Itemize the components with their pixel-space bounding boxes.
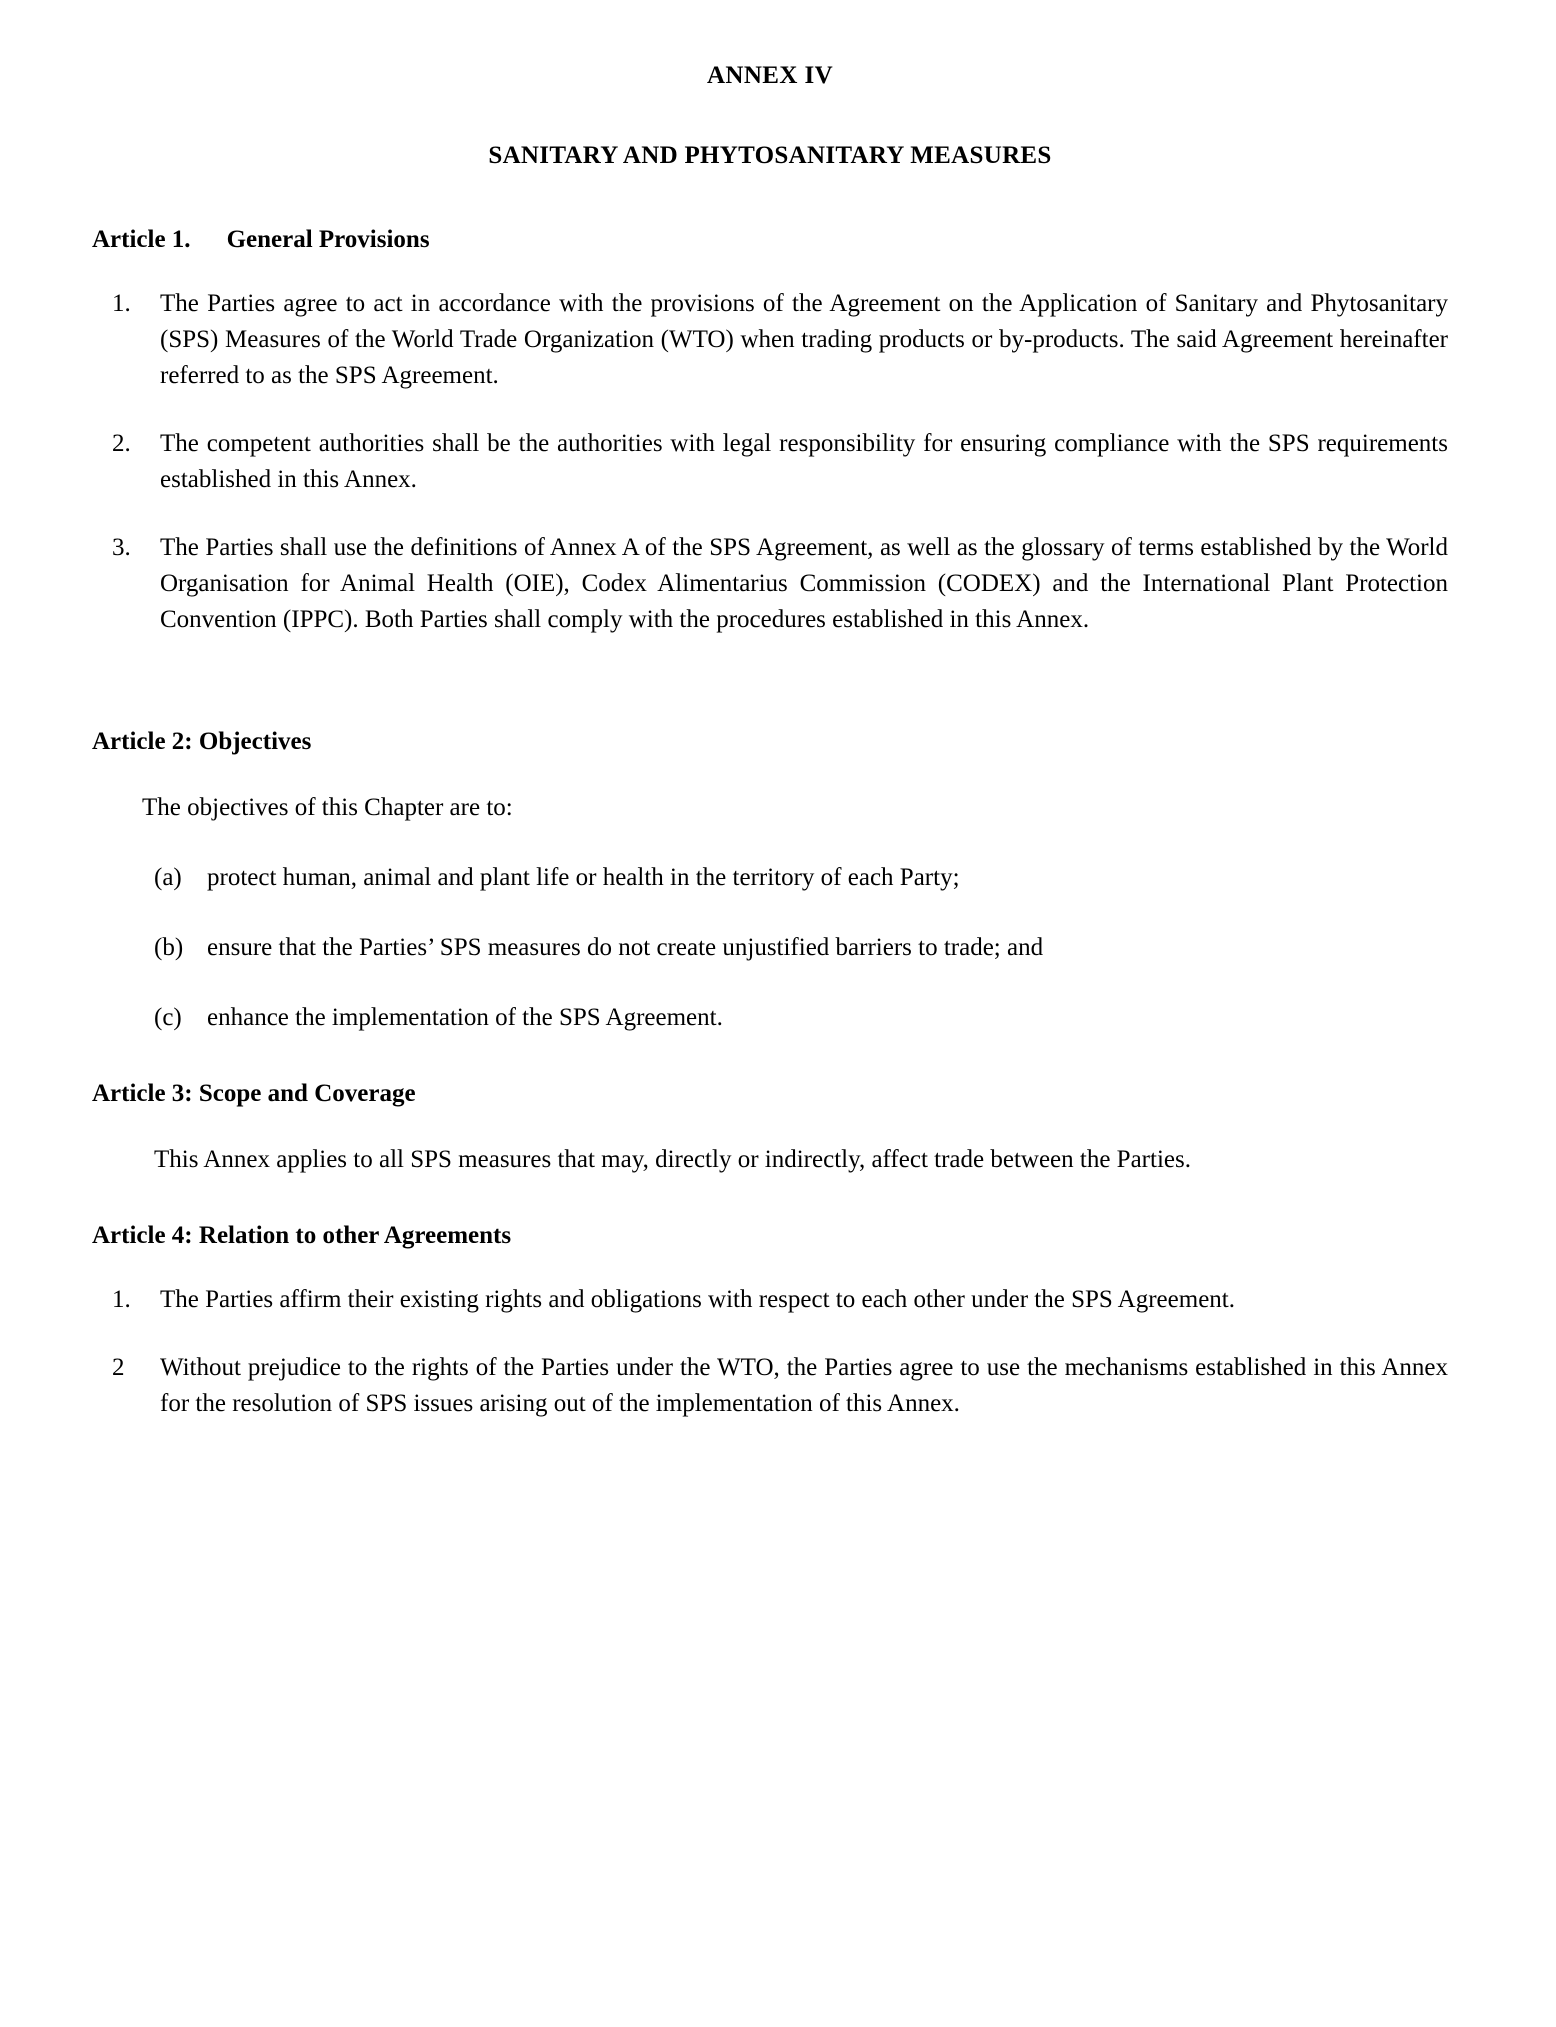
article-2-list xyxy=(92,860,1448,1036)
list-item-marker: 1. xyxy=(112,290,131,317)
list-item-marker: (b) xyxy=(154,934,184,961)
list-item-text: The Parties shall use the definitions of Annex A of the SPS Agreement, as well as the glossary of terms established by the World Organisation for Animal Health (OIE), Codex Alimentarius Commission (CODEX) and the International Plant Protection Convention (IPPC). Both Parties shall comply with the procedures established in this Annex. xyxy=(160,534,1448,633)
list-item-marker: (c) xyxy=(154,1004,182,1031)
list-item-text: The Parties affirm their existing rights and obligations with respect to each other under the SPS Agreement. xyxy=(160,1286,1235,1313)
list-item-marker: 2 xyxy=(112,1354,125,1381)
page-title: ANNEX IV xyxy=(706,62,834,89)
page-subtitle: SANITARY AND PHYTOSANITARY MEASURES xyxy=(488,142,1052,169)
list-item-text: protect human, animal and plant life or health in the territory of each Party; xyxy=(207,864,960,891)
list-item xyxy=(92,860,1448,896)
list-item xyxy=(92,1282,1448,1318)
list-item xyxy=(92,286,1448,394)
article-4-heading: Article 4: Relation to other Agreements xyxy=(92,1222,512,1249)
list-item xyxy=(92,1000,1448,1036)
spacer xyxy=(92,638,1448,672)
article-4-list xyxy=(92,1282,1448,1422)
list-item-text: The competent authorities shall be the authorities with legal responsibility for ensuring compliance with the SPS requirements established in this Annex. xyxy=(160,430,1448,493)
article-1-title: General Provisions xyxy=(226,226,430,253)
list-item-marker: 2. xyxy=(112,430,131,457)
list-item-text: ensure that the Parties’ SPS measures do not create unjustified barriers to trade; and xyxy=(207,934,1044,961)
list-item-marker: 3. xyxy=(112,534,131,561)
list-item-text: enhance the implementation of the SPS Agreement. xyxy=(207,1004,723,1031)
article-3-heading: Article 3: Scope and Coverage xyxy=(92,1080,416,1107)
list-item xyxy=(92,530,1448,638)
list-item-marker: (a) xyxy=(154,864,182,891)
list-item-text: Without prejudice to the rights of the Parties under the WTO, the Parties agree to use the mechanisms established in this Annex for the resolution of SPS issues arising out of the implementation of this Annex. xyxy=(160,1354,1448,1417)
article-1-number: Article 1. xyxy=(92,226,191,253)
article-3-body: This Annex applies to all SPS measures that may, directly or indirectly, affect trade between the Parties. xyxy=(154,1146,1191,1173)
article-1-list xyxy=(92,286,1448,638)
list-item-text: The Parties agree to act in accordance with the provisions of the Agreement on the Application of Sanitary and Phytosanitary (SPS) Measures of the World Trade Organization (WTO) when trading products or by-products. The said Agreement hereinafter referred to as the SPS Agreement. xyxy=(160,290,1448,389)
article-2-heading: Article 2: Objectives xyxy=(92,728,312,755)
article-1-heading xyxy=(92,226,1448,254)
list-item-marker: 1. xyxy=(112,1286,131,1313)
list-item xyxy=(92,1350,1448,1422)
list-item xyxy=(92,930,1448,966)
list-item xyxy=(92,426,1448,498)
article-2-lead: The objectives of this Chapter are to: xyxy=(142,794,513,821)
